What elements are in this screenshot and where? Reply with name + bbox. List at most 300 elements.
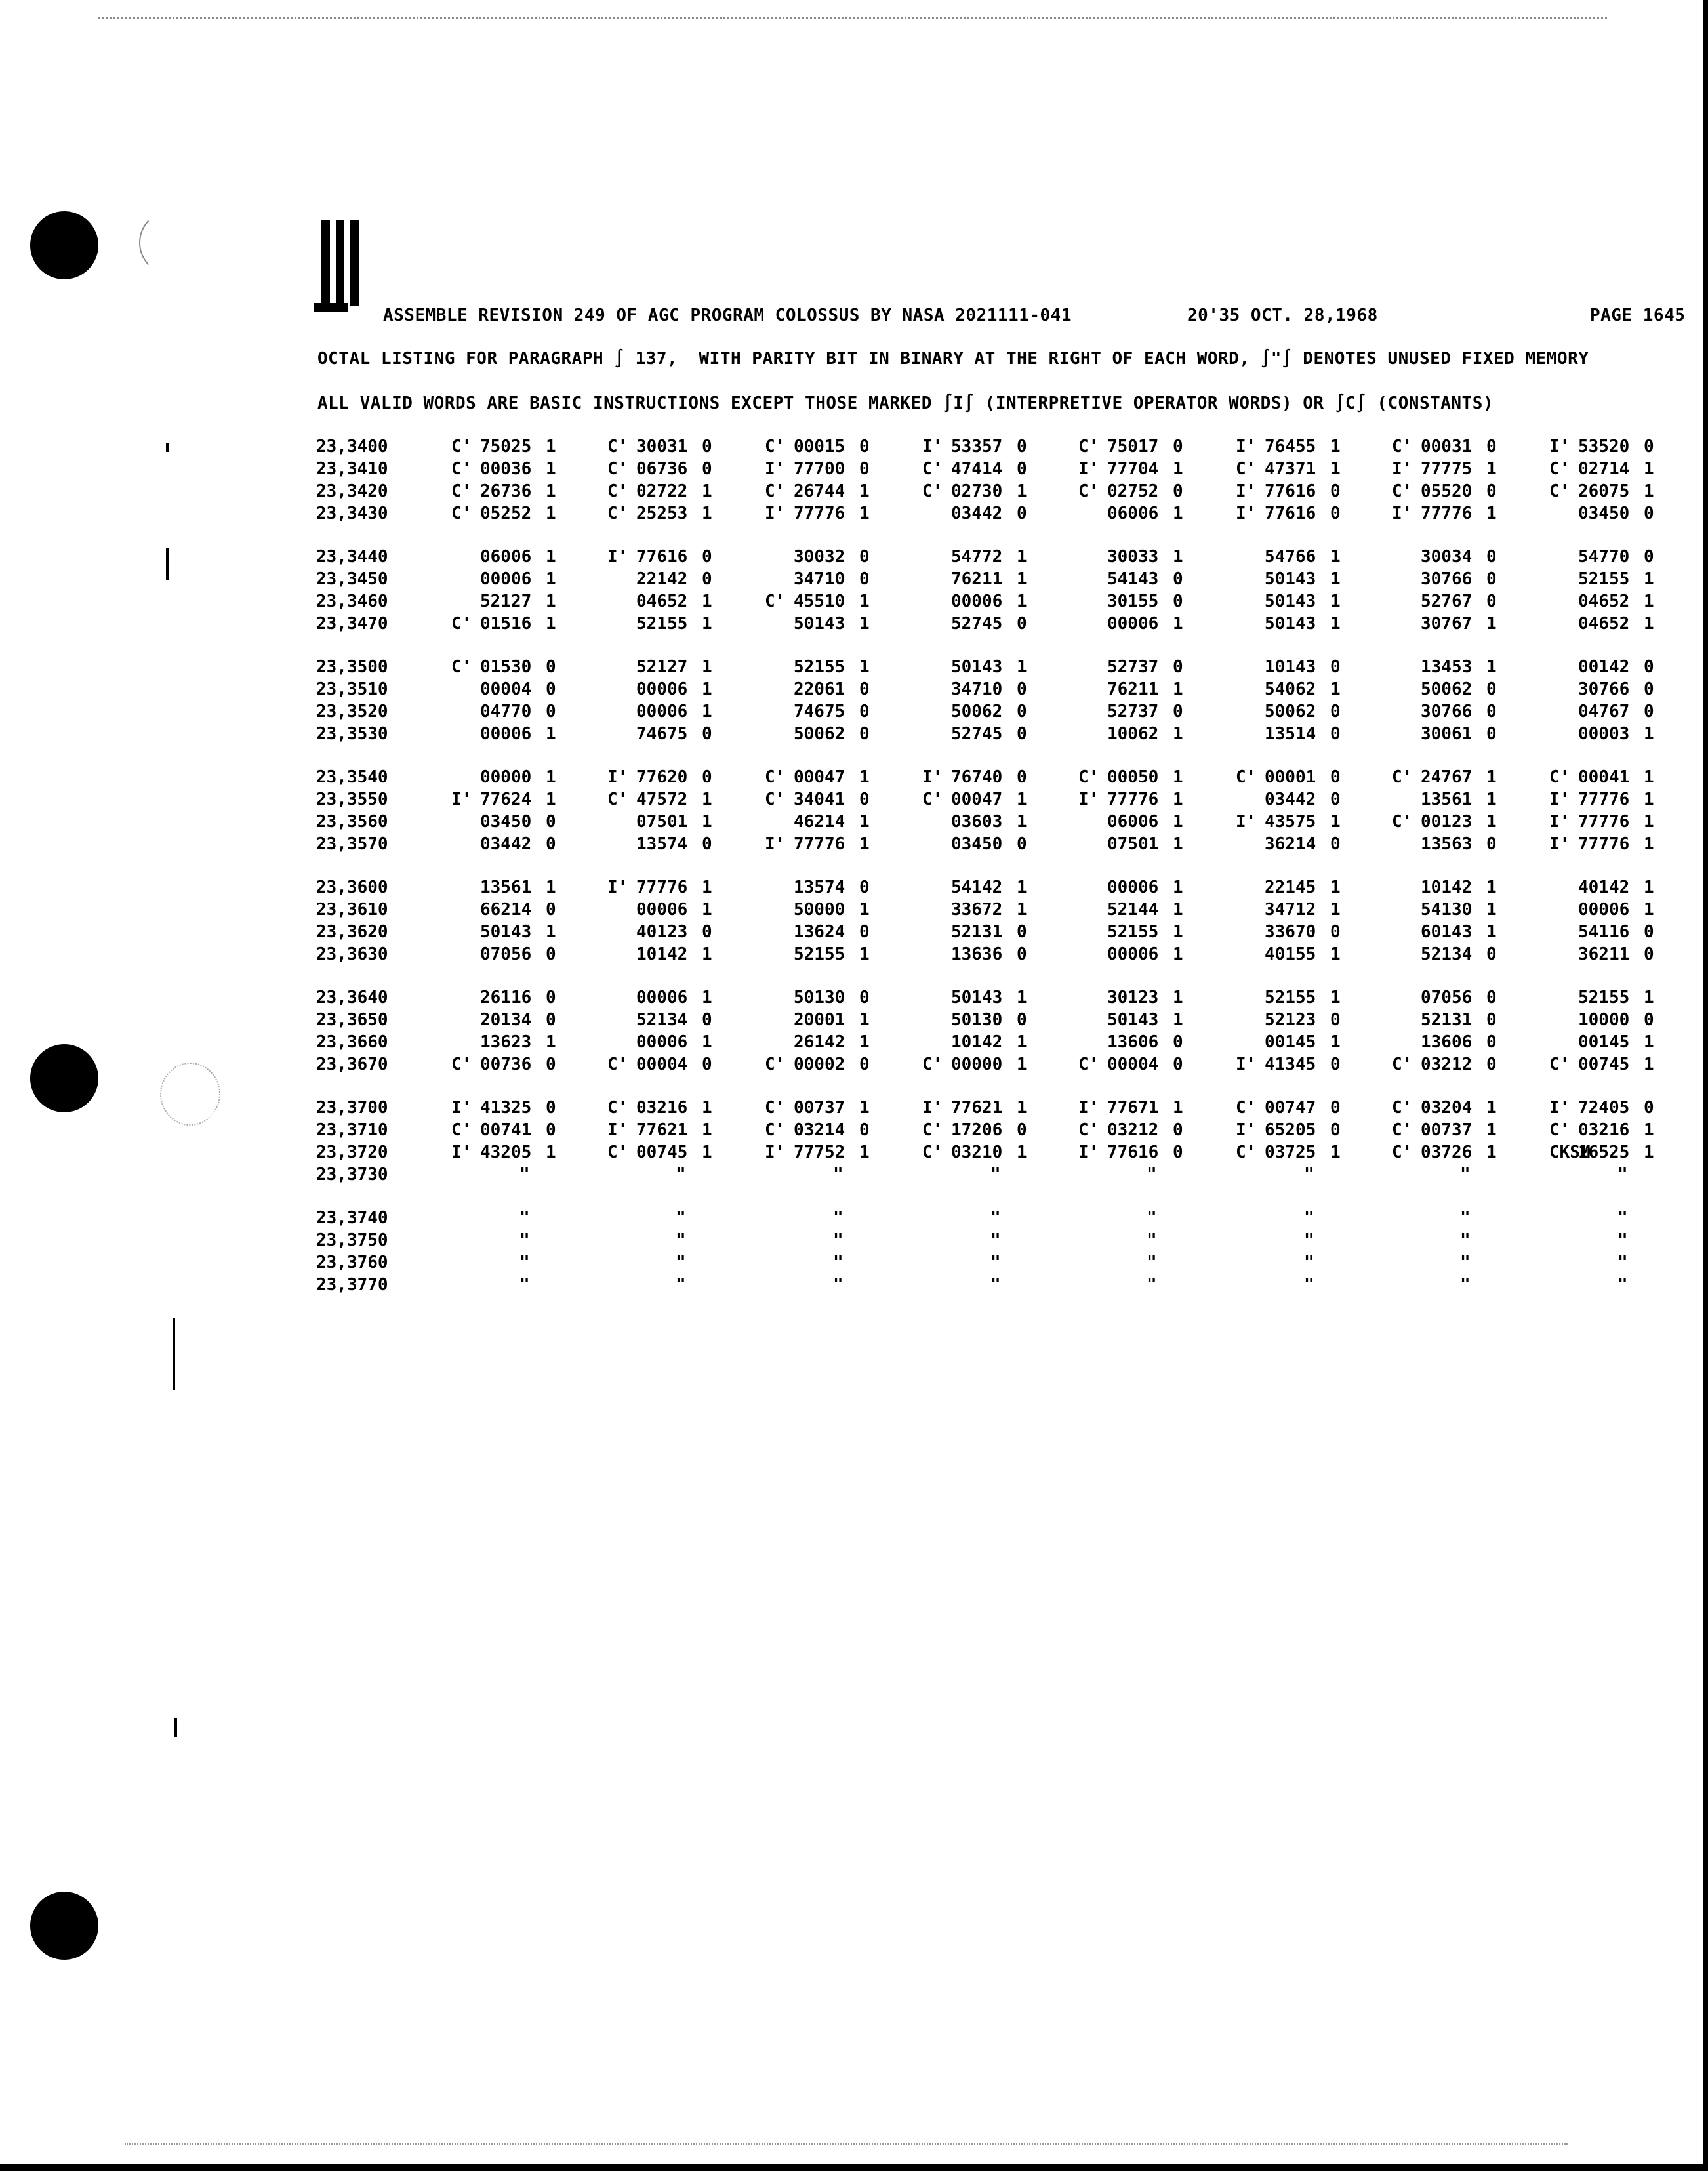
word-type-mark: C' — [765, 592, 786, 611]
word-type-mark: I' — [1392, 459, 1413, 479]
parity-bit: 0 — [546, 900, 556, 920]
unused-memory-mark: " — [1147, 1253, 1157, 1272]
parity-bit: 0 — [702, 1055, 712, 1074]
parity-bit: 1 — [1330, 878, 1341, 897]
parity-bit: 1 — [1486, 504, 1497, 523]
parity-bit: 1 — [702, 988, 712, 1007]
octal-word: 06006 — [1107, 504, 1159, 523]
octal-word: 52155 — [1578, 569, 1630, 589]
parity-bit: 0 — [702, 569, 712, 589]
unused-memory-mark: " — [833, 1253, 844, 1272]
parity-bit: 1 — [1486, 614, 1497, 634]
parity-bit: 0 — [1017, 922, 1027, 942]
octal-word: 13636 — [951, 944, 1003, 964]
parity-bit: 0 — [859, 459, 870, 479]
listing-row — [316, 481, 1667, 504]
parity-bit: 0 — [859, 724, 870, 744]
parity-bit: 0 — [1330, 1098, 1341, 1118]
octal-word: 07501 — [1107, 834, 1159, 854]
octal-word: 77621 — [636, 1120, 688, 1140]
parity-bit: 1 — [546, 481, 556, 501]
octal-word: 03212 — [1421, 1055, 1473, 1074]
octal-word: 50062 — [1265, 702, 1316, 721]
binder-ring-shadow — [160, 1063, 220, 1126]
parity-bit: 1 — [1173, 547, 1183, 567]
listing-row — [316, 1098, 1667, 1120]
word-type-mark: C' — [1236, 459, 1257, 479]
word-type-mark: C' — [1392, 437, 1413, 457]
listing-row — [316, 1032, 1667, 1055]
parity-bit: 1 — [1486, 1120, 1497, 1140]
octal-word: 54142 — [951, 878, 1003, 897]
octal-word: 41325 — [480, 1098, 532, 1118]
parity-bit: 1 — [1173, 680, 1183, 699]
octal-word: 30031 — [636, 437, 688, 457]
unused-memory-mark: " — [1460, 1208, 1471, 1228]
octal-word: 00004 — [1107, 1055, 1159, 1074]
word-type-mark: C' — [765, 790, 786, 809]
parity-bit: 1 — [546, 504, 556, 523]
octal-word: 50062 — [1421, 680, 1473, 699]
octal-word: 53520 — [1578, 437, 1630, 457]
unused-memory-mark: " — [1617, 1165, 1628, 1185]
row-address: 23,3430 — [316, 504, 388, 523]
octal-word: 13574 — [636, 834, 688, 854]
printer-tick-mark — [314, 303, 348, 312]
octal-word: 52123 — [1265, 1010, 1316, 1030]
parity-bit: 1 — [1173, 459, 1183, 479]
parity-bit: 0 — [1486, 988, 1497, 1007]
word-type-mark: C' — [451, 437, 472, 457]
octal-word: 77621 — [951, 1098, 1003, 1118]
unused-memory-mark: " — [519, 1208, 530, 1228]
listing-row — [316, 1230, 1667, 1253]
octal-word: 54116 — [1578, 922, 1630, 942]
word-type-mark: C' — [765, 1098, 786, 1118]
octal-word: 00006 — [951, 592, 1003, 611]
word-type-mark: C' — [451, 504, 472, 523]
parity-bit: 1 — [702, 790, 712, 809]
octal-word: 30033 — [1107, 547, 1159, 567]
octal-word: 76211 — [1107, 680, 1159, 699]
octal-word: 03442 — [1265, 790, 1316, 809]
parity-bit: 0 — [1644, 504, 1654, 523]
word-type-mark: C' — [1392, 1055, 1413, 1074]
word-type-mark: C' — [1236, 767, 1257, 787]
word-type-mark: C' — [607, 1143, 628, 1162]
parity-bit: 1 — [1173, 504, 1183, 523]
parity-bit: 0 — [702, 767, 712, 787]
octal-word: 24767 — [1421, 767, 1473, 787]
listing-block — [316, 547, 1667, 636]
word-type-mark: C' — [607, 790, 628, 809]
octal-word: 06006 — [480, 547, 532, 567]
word-type-mark: C' — [1392, 812, 1413, 832]
octal-word: 52745 — [951, 614, 1003, 634]
word-type-mark: C' — [922, 1055, 943, 1074]
parity-bit: 1 — [546, 614, 556, 634]
word-type-mark: I' — [451, 790, 472, 809]
parity-bit: 1 — [1173, 767, 1183, 787]
octal-word: 34710 — [951, 680, 1003, 699]
parity-bit: 1 — [859, 812, 870, 832]
octal-word: 05520 — [1421, 481, 1473, 501]
unused-memory-mark: " — [1460, 1165, 1471, 1185]
octal-word: 52737 — [1107, 702, 1159, 721]
octal-word: 77616 — [1265, 504, 1316, 523]
parity-bit: 0 — [1644, 944, 1654, 964]
octal-word: 03726 — [1421, 1143, 1473, 1162]
punch-hole-middle — [30, 1044, 98, 1112]
octal-word: 05252 — [480, 504, 532, 523]
octal-word: 10142 — [1421, 878, 1473, 897]
word-type-mark: I' — [922, 767, 943, 787]
parity-bit: 0 — [859, 1120, 870, 1140]
margin-mark — [173, 1318, 175, 1390]
parity-bit: 1 — [1017, 569, 1027, 589]
parity-bit: 1 — [1644, 592, 1654, 611]
parity-bit: 1 — [1330, 592, 1341, 611]
parity-bit: 0 — [1017, 702, 1027, 721]
listing-legend: ALL VALID WORDS ARE BASIC INSTRUCTIONS EXCEPT THOSE MARKED ∫I∫ (INTERPRETIVE OPERATOR WORDS) OR ∫C∫ (CONSTANTS) — [317, 394, 1494, 413]
octal-word: 77776 — [1578, 812, 1630, 832]
octal-word: 04770 — [480, 702, 532, 721]
octal-word: 65205 — [1265, 1120, 1316, 1140]
parity-bit: 1 — [859, 657, 870, 677]
row-address: 23,3630 — [316, 944, 388, 964]
row-address: 23,3700 — [316, 1098, 388, 1118]
octal-word: 03210 — [951, 1143, 1003, 1162]
octal-word: 30766 — [1421, 569, 1473, 589]
octal-word: 50062 — [794, 724, 845, 744]
parity-bit: 1 — [1486, 790, 1497, 809]
parity-bit: 1 — [1017, 812, 1027, 832]
octal-word: 52767 — [1421, 592, 1473, 611]
word-type-mark: I' — [1236, 504, 1257, 523]
word-type-mark: C' — [451, 1120, 472, 1140]
row-address: 23,3540 — [316, 767, 388, 787]
parity-bit: 1 — [859, 1010, 870, 1030]
octal-word: 52144 — [1107, 900, 1159, 920]
word-type-mark: C' — [451, 459, 472, 479]
word-type-mark: I' — [1236, 481, 1257, 501]
row-address: 23,3470 — [316, 614, 388, 634]
octal-word: 40123 — [636, 922, 688, 942]
row-address: 23,3410 — [316, 459, 388, 479]
word-type-mark: C' — [607, 459, 628, 479]
parity-bit: 0 — [702, 437, 712, 457]
parity-bit: 0 — [1486, 437, 1497, 457]
octal-word: 20134 — [480, 1010, 532, 1030]
unused-memory-mark: " — [519, 1253, 530, 1272]
octal-word: 00036 — [480, 459, 532, 479]
parity-bit: 0 — [546, 702, 556, 721]
octal-word: 60143 — [1421, 922, 1473, 942]
octal-word: 13574 — [794, 878, 845, 897]
octal-word: 40142 — [1578, 878, 1630, 897]
parity-bit: 0 — [1173, 569, 1183, 589]
parity-bit: 1 — [702, 900, 712, 920]
word-type-mark: C' — [607, 1098, 628, 1118]
parity-bit: 0 — [1644, 1010, 1654, 1030]
octal-word: 22142 — [636, 569, 688, 589]
parity-bit: 1 — [1017, 988, 1027, 1007]
octal-word: 50143 — [1265, 592, 1316, 611]
octal-word: 52737 — [1107, 657, 1159, 677]
octal-word: 00003 — [1578, 724, 1630, 744]
octal-word: 50143 — [1265, 569, 1316, 589]
listing-row — [316, 944, 1667, 967]
unused-memory-mark: " — [1617, 1230, 1628, 1250]
octal-word: 77776 — [1107, 790, 1159, 809]
row-address: 23,3460 — [316, 592, 388, 611]
unused-memory-mark: " — [833, 1275, 844, 1295]
unused-memory-mark: " — [519, 1275, 530, 1295]
octal-word: 52131 — [1421, 1010, 1473, 1030]
octal-word: 00006 — [1107, 944, 1159, 964]
parity-bit: 1 — [1644, 878, 1654, 897]
parity-bit: 0 — [859, 680, 870, 699]
octal-word: 02730 — [951, 481, 1003, 501]
parity-bit: 0 — [546, 812, 556, 832]
parity-bit: 0 — [1330, 922, 1341, 942]
parity-bit: 0 — [1486, 944, 1497, 964]
octal-word: 77616 — [1107, 1143, 1159, 1162]
word-type-mark: I' — [765, 459, 786, 479]
word-type-mark: C' — [765, 767, 786, 787]
parity-bit: 0 — [1330, 481, 1341, 501]
octal-word: 76740 — [951, 767, 1003, 787]
octal-word: 00123 — [1421, 812, 1473, 832]
octal-word: 03214 — [794, 1120, 845, 1140]
parity-bit: 0 — [702, 834, 712, 854]
octal-word: 22145 — [1265, 878, 1316, 897]
row-address: 23,3510 — [316, 680, 388, 699]
word-type-mark: I' — [922, 437, 943, 457]
parity-bit: 1 — [702, 1143, 712, 1162]
unused-memory-mark: " — [1617, 1253, 1628, 1272]
octal-word: 00006 — [636, 680, 688, 699]
parity-bit: 1 — [1173, 878, 1183, 897]
octal-word: 13606 — [1107, 1032, 1159, 1052]
parity-bit: 1 — [1330, 459, 1341, 479]
parity-bit: 1 — [859, 1098, 870, 1118]
octal-word: 00006 — [636, 988, 688, 1007]
parity-bit: 0 — [1330, 657, 1341, 677]
octal-word: 30032 — [794, 547, 845, 567]
octal-word: 50143 — [480, 922, 532, 942]
parity-bit: 1 — [1486, 1098, 1497, 1118]
octal-word: 52155 — [1107, 922, 1159, 942]
octal-word: 50143 — [951, 988, 1003, 1007]
word-type-mark: I' — [1078, 459, 1099, 479]
bottom-edge-dots — [125, 2143, 1568, 2145]
octal-word: 77704 — [1107, 459, 1159, 479]
parity-bit: 0 — [1017, 680, 1027, 699]
word-type-mark: C' — [1392, 767, 1413, 787]
word-type-mark: I' — [1549, 812, 1570, 832]
octal-word: 00006 — [1578, 900, 1630, 920]
word-type-mark: C' — [922, 1143, 943, 1162]
parity-bit: 0 — [1330, 724, 1341, 744]
parity-bit: 1 — [1644, 1055, 1654, 1074]
octal-word: 00006 — [1107, 614, 1159, 634]
octal-word: 50062 — [951, 702, 1003, 721]
unused-memory-mark: " — [1304, 1230, 1314, 1250]
octal-word: 04652 — [1578, 592, 1630, 611]
parity-bit: 1 — [1644, 481, 1654, 501]
parity-bit: 1 — [546, 878, 556, 897]
octal-word: 07056 — [480, 944, 532, 964]
octal-word: 30766 — [1578, 680, 1630, 699]
parity-bit: 1 — [702, 1032, 712, 1052]
parity-bit: 1 — [1330, 812, 1341, 832]
row-address: 23,3740 — [316, 1208, 388, 1228]
unused-memory-mark: " — [833, 1165, 844, 1185]
parity-bit: 1 — [702, 481, 712, 501]
word-type-mark: C' — [1236, 1098, 1257, 1118]
octal-word: 30034 — [1421, 547, 1473, 567]
row-address: 23,3400 — [316, 437, 388, 457]
octal-word: 06006 — [1107, 812, 1159, 832]
parity-bit: 1 — [859, 504, 870, 523]
listing-row — [316, 1143, 1667, 1165]
listing-row — [316, 1208, 1667, 1230]
octal-word: 50130 — [794, 988, 845, 1007]
parity-bit: 1 — [1644, 459, 1654, 479]
octal-word: 03725 — [1265, 1143, 1316, 1162]
parity-bit: 1 — [1644, 614, 1654, 634]
word-type-mark: I' — [1078, 1098, 1099, 1118]
octal-word: 00006 — [636, 1032, 688, 1052]
row-address: 23,3550 — [316, 790, 388, 809]
octal-word: 45510 — [794, 592, 845, 611]
octal-word: 77776 — [1578, 834, 1630, 854]
listing-row — [316, 834, 1667, 857]
unused-memory-mark: " — [676, 1275, 686, 1295]
parity-bit: 1 — [1330, 1032, 1341, 1052]
octal-word: 10142 — [636, 944, 688, 964]
parity-bit: 0 — [1330, 790, 1341, 809]
unused-memory-mark: " — [519, 1230, 530, 1250]
parity-bit: 1 — [1173, 790, 1183, 809]
parity-bit: 0 — [1017, 614, 1027, 634]
row-address: 23,3750 — [316, 1230, 388, 1250]
listing-row — [316, 680, 1667, 702]
listing-row — [316, 547, 1667, 569]
parity-bit: 0 — [1173, 1120, 1183, 1140]
row-address: 23,3640 — [316, 988, 388, 1007]
parity-bit: 0 — [859, 1055, 870, 1074]
listing-row — [316, 569, 1667, 592]
parity-bit: 0 — [1173, 1032, 1183, 1052]
octal-word: 03216 — [1578, 1120, 1630, 1140]
octal-word: 03603 — [951, 812, 1003, 832]
octal-word: 07501 — [636, 812, 688, 832]
octal-word: 02722 — [636, 481, 688, 501]
parity-bit: 0 — [1017, 834, 1027, 854]
octal-word: 43205 — [480, 1143, 532, 1162]
parity-bit: 1 — [1173, 614, 1183, 634]
word-type-mark: I' — [765, 504, 786, 523]
octal-word: 00142 — [1578, 657, 1630, 677]
listing-row — [316, 702, 1667, 724]
octal-word: 00041 — [1578, 767, 1630, 787]
unused-memory-mark: " — [1304, 1165, 1314, 1185]
parity-bit: 1 — [702, 812, 712, 832]
parity-bit: 0 — [1644, 547, 1654, 567]
octal-word: 00006 — [636, 900, 688, 920]
listing-row — [316, 988, 1667, 1010]
parity-bit: 1 — [1173, 724, 1183, 744]
parity-bit: 1 — [546, 437, 556, 457]
listing-row — [316, 900, 1667, 922]
octal-word: 50143 — [794, 614, 845, 634]
parity-bit: 0 — [1017, 724, 1027, 744]
word-type-mark: I' — [1549, 834, 1570, 854]
parity-bit: 0 — [546, 680, 556, 699]
parity-bit: 1 — [702, 657, 712, 677]
octal-word: 07056 — [1421, 988, 1473, 1007]
octal-word: 50000 — [794, 900, 845, 920]
parity-bit: 0 — [1644, 657, 1654, 677]
margin-mark — [166, 443, 169, 452]
parity-bit: 1 — [1644, 900, 1654, 920]
octal-word: 50143 — [1107, 1010, 1159, 1030]
octal-word: 34041 — [794, 790, 845, 809]
listing-block — [316, 437, 1667, 526]
parity-bit: 1 — [1173, 1098, 1183, 1118]
parity-bit: 1 — [1486, 812, 1497, 832]
octal-word: 03216 — [636, 1098, 688, 1118]
octal-word: 03204 — [1421, 1098, 1473, 1118]
word-type-mark: C' — [607, 437, 628, 457]
parity-bit: 0 — [859, 702, 870, 721]
octal-word: 03442 — [951, 504, 1003, 523]
parity-bit: 1 — [1017, 878, 1027, 897]
parity-bit: 1 — [1644, 1120, 1654, 1140]
word-type-mark: C' — [765, 437, 786, 457]
parity-bit: 1 — [1644, 1032, 1654, 1052]
word-type-mark: I' — [1549, 790, 1570, 809]
octal-word: 03450 — [480, 812, 532, 832]
octal-word: 10062 — [1107, 724, 1159, 744]
unused-memory-mark: " — [990, 1230, 1001, 1250]
octal-word: 13561 — [1421, 790, 1473, 809]
octal-word: 00006 — [1107, 878, 1159, 897]
octal-word: 00145 — [1265, 1032, 1316, 1052]
parity-bit: 1 — [1330, 547, 1341, 567]
parity-bit: 0 — [1173, 592, 1183, 611]
parity-bit: 1 — [1486, 1143, 1497, 1162]
octal-word: 00006 — [636, 702, 688, 721]
word-type-mark: C' — [1549, 1120, 1570, 1140]
parity-bit: 0 — [1486, 680, 1497, 699]
parity-bit: 1 — [546, 1143, 556, 1162]
octal-word: 74675 — [636, 724, 688, 744]
word-type-mark: CKSM — [1549, 1143, 1591, 1162]
parity-bit: 1 — [546, 547, 556, 567]
listing-row — [316, 724, 1667, 746]
octal-word: 04652 — [636, 592, 688, 611]
octal-word: 30155 — [1107, 592, 1159, 611]
parity-bit: 0 — [1486, 1032, 1497, 1052]
parity-bit: 1 — [1486, 767, 1497, 787]
right-scan-border — [1703, 0, 1708, 2171]
row-address: 23,3760 — [316, 1253, 388, 1272]
unused-memory-mark: " — [1147, 1208, 1157, 1228]
parity-bit: 1 — [546, 569, 556, 589]
